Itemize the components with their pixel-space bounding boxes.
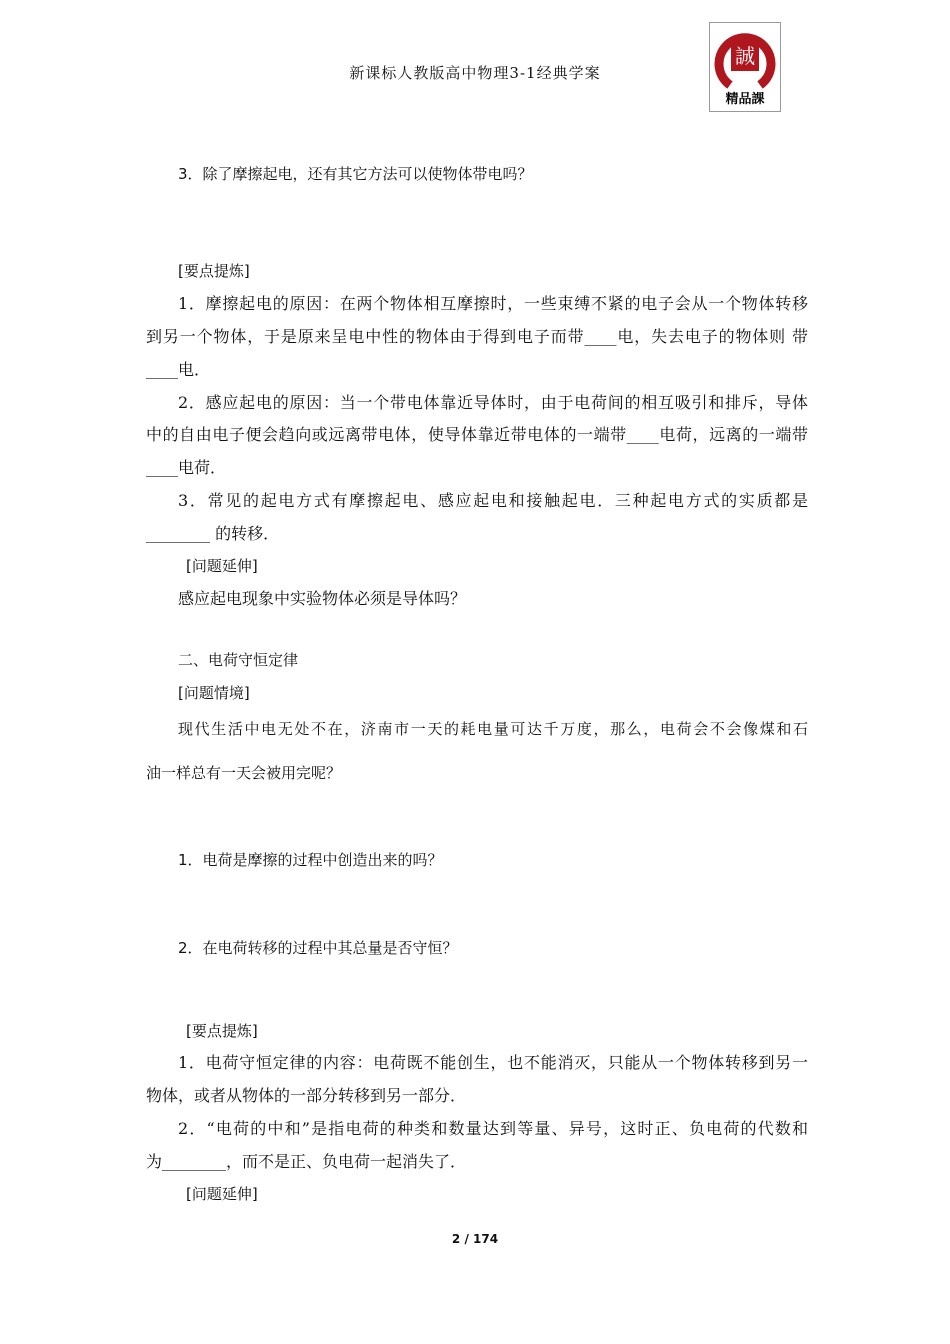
situation-line-1: 现代生活中电无处不在，济南市一天的耗电量可达千万度，那么，电荷会不会像煤和石 <box>178 720 808 738</box>
page-header: 新课标人教版高中物理3-1经典学案 <box>349 64 601 82</box>
logo <box>709 22 781 112</box>
key-points-label: [要点提炼] <box>178 262 250 280</box>
situation-label: [问题情境] <box>178 684 250 702</box>
section-heading: 二、电荷守恒定律 <box>178 651 299 669</box>
point-3-line-1: 3．常见的起电方式有摩擦起电、感应起电和接触起电．三种起电方式的实质都是 <box>178 491 808 510</box>
extension-label-2: [问题延伸] <box>186 1185 258 1203</box>
page-number: 2 / 174 <box>451 1232 499 1246</box>
question-2: 2．在电荷转移的过程中其总量是否守恒？ <box>178 939 458 957</box>
law-point-2-line-1: 2．“电荷的中和”是指电荷的种类和数量达到等量、异号，这时正、负电荷的代数和 <box>178 1119 808 1138</box>
extension-text: 感应起电现象中实验物体必须是导体吗？ <box>178 589 467 608</box>
point-1-line-2: 到另一个物体，于是原来呈电中性的物体由于得到电子而带____电，失去电子的物体则 带 <box>146 327 808 346</box>
question-3: 3．除了摩擦起电，还有其它方法可以使物体带电吗？ <box>178 165 533 183</box>
law-point-2-line-2: 为________，而不是正、负电荷一起消失了． <box>146 1152 467 1171</box>
point-3-line-2: ________ 的转移． <box>146 524 280 543</box>
point-2-line-3: ____电荷． <box>146 458 227 477</box>
point-1-line-3: ____电． <box>146 360 211 379</box>
key-points-label-2: [要点提炼] <box>186 1022 258 1040</box>
question-1: 1．电荷是摩擦的过程中创造出来的吗？ <box>178 851 443 869</box>
extension-label: [问题延伸] <box>186 557 258 575</box>
point-2-line-1: 2．感应起电的原因：当一个带电体靠近导体时，由于电荷间的相互吸引和排斥，导体 <box>178 393 808 412</box>
point-1-line-1: 1．摩擦起电的原因：在两个物体相互摩擦时，一些束缚不紧的电子会从一个物体转移 <box>178 294 808 313</box>
svg-text:精品課: 精品課 <box>725 92 765 107</box>
situation-line-2: 油一样总有一天会被用完呢？ <box>146 764 342 782</box>
point-2-line-2: 中的自由电子便会趋向或远离带电体，使导体靠近带电体的一端带____电荷，远离的一端带 <box>146 425 808 444</box>
svg-text:誠: 誠 <box>735 44 755 68</box>
law-point-1-line-1: 1．电荷守恒定律的内容：电荷既不能创生，也不能消灭，只能从一个物体转移到另一 <box>178 1053 808 1072</box>
law-point-1-line-2: 物体，或者从物体的一部分转移到另一部分． <box>146 1086 467 1105</box>
logo-seal-icon <box>710 23 780 111</box>
